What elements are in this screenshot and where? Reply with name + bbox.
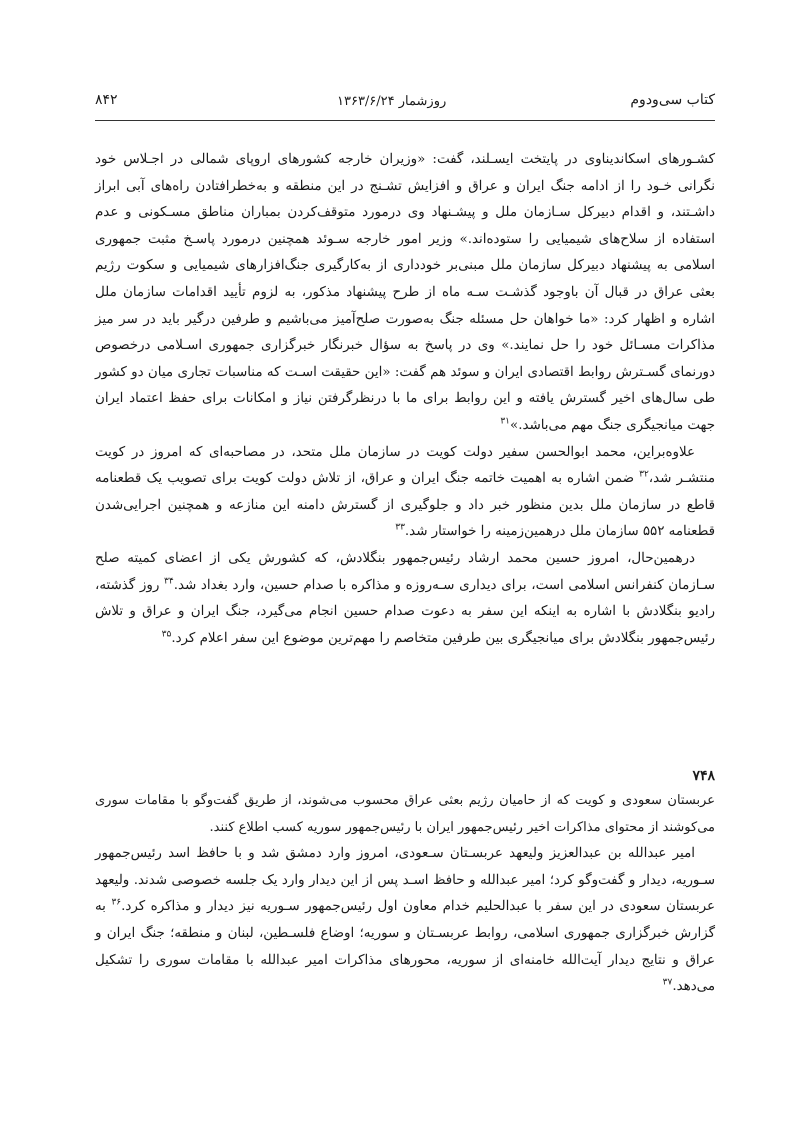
paragraph-text: درهمین‌حال، امروز حسین محمد ارشاد رئیس‌جمهور بنگلادش، که کشورش یکی از اعضای کمیته صلح سـازمان کنفرانس اسلامی است، برای دیداری سـه‌روزه و مذاکره با صدام حسین، وارد بغداد شد.	[95, 550, 715, 593]
paragraph-text: ضمن اشاره به اهمیت خاتمه جنگ ایران و عراق، از تلاش دولت کویت برای تصویب یک قطعنامه قاطع در سازمان ملل بدین منظور خبر داد و جلوگیری از گسترش دامنه این منازعه و همچنین اجرایی‌شدن قطعنامه ۵۵۲ سازمان ملل درهمین‌زمینه را خواستار شد.	[95, 471, 715, 540]
footnote-ref: ۳۲	[639, 469, 649, 480]
paragraph-text: امیر عبدالله بن عبدالعزیز ولیعهد عربسـتان سـعودی، امروز وارد دمشق شد و با حافظ اسد رئیس‌جمهور سـوریه، دیدار و گفت‌وگو کرد؛ امیر عبدالله و حافظ اسـد پس از این دیدار وارد یک جلسه خصوصی شدند. ولیعهد عربستان سعودی در این سفر با عبدالحلیم خدام معاون اول رئیس‌جمهور سـوریه نیز دیدار و مذاکره کرد.	[95, 846, 715, 915]
section-continued	[95, 147, 715, 652]
header-date: روزشمار ۱۳۶۳/۶/۲۴	[337, 94, 447, 109]
paragraph-text: عربستان سعودی و کویت که از حامیان رژیم بعثی عراق محسوب می‌شوند، از طریق گفت‌وگو با مقامات سوری می‌کوشند از محتوای مذاکرات اخیر رئیس‌جمهور ایران با رئیس‌جمهور سوریه کسب اطلاع کنند.	[95, 793, 715, 835]
paragraph-summary	[95, 788, 715, 841]
header-rule	[95, 120, 715, 121]
paragraph	[95, 147, 715, 440]
footnote-ref: ۳۱	[500, 416, 510, 427]
paragraph-text: کشـورهای اسکاندیناوی در پایتخت ایسـلند، گفت: «وزیران خارجه کشورهای اروپای شمالی در اجـلاس خود نگرانی خـود را از ادامه جنگ ایران و عراق و افزایش تشـنج در این منطقه و به‌خطرافتادن راه‌های آبی ابراز داشـتند، و اقدام دبیرکل سـازمان ملل و پیشـنهاد وی درمورد متوقف‌کردن بمباران مناطق مسـکونی و عدم استفاده از سلاح‌های شیمیایی را ستوده‌اند.» وزیر امور خارجه سـوئد همچنین درمورد پاسـخ مثبت جمهوری اسلامی به پیشنهاد دبیرکل سازمان ملل مبنی‌بر خودداری از به‌کارگیری جنگ‌افزارهای شیمیایی و سکوت رژیم بعثی عراق در قبال آن باوجود گذشـت سـه ماه از طرح پیشنهاد مذکور، به لزوم تأیید اقدامات سازمان ملل اشاره و اظهار کرد: «ما خواهان حل مسئله جنگ به‌صورت صلح‌آمیز می‌باشیم و طرفین درگیر باید در سر میز مذاکرات مسـائل خود را حل نمایند.» وی در پاسخ به سؤال خبرنگار خبرگزاری جمهوری اسـلامی درخصوص دورنمای گسـترش روابط اقتصادی ایران و سوئد هم گفت: «این حقیقت اسـت که مناسبات تجاری میان دو کشور طی سال‌های اخیر گسترش یافته و این روابط برای ما با درنظرگرفتن نیاز و امکانات برای حفظ اعتماد ایران جهت میانجیگری جنگ مهم می‌باشد.»	[95, 152, 715, 433]
entry-number: ۷۴۸	[692, 768, 715, 784]
paragraph	[95, 841, 715, 1001]
paragraph-text: علاوه‌براین، محمد ابوالحسن سفیر دولت کویت در سازمان ملل متحد، در مصاحبه‌ای که امروز در کویت منتشـر شد،	[95, 444, 715, 487]
footnote-ref: ۳۳	[395, 522, 405, 533]
paragraph-text: به گزارش خبرگزاری جمهوری اسلامی، روابط عربسـتان و سوریه؛ اوضاع فلسـطین، لبنان و منطقه؛ جنگ ایران و عراق و نتایج دیدار آیت‌الله خامنه‌ای از سوریه، محورهای مذاکرات امیر عبدالله با مقامات سوری را تشکیل می‌دهد.	[95, 899, 715, 995]
page-number: ۸۴۲	[95, 92, 118, 108]
paragraph	[95, 440, 715, 546]
paragraph	[95, 546, 715, 652]
paragraph-text: روز گذشته، رادیو بنگلادش با اشاره به اینکه این سفر به دعوت صدام حسین انجام می‌گیرد، جنگ ایران و عراق و تلاش رئیس‌جمهور بنگلادش برای میانجیگری بین طرفین متخاصم را مهم‌ترین موضوع این سفر اعلام کرد.	[95, 577, 715, 646]
running-header	[95, 90, 715, 116]
footnote-ref: ۳۶	[111, 897, 122, 908]
header-book-title: کتاب سی‌ودوم	[630, 92, 715, 108]
footnote-ref: ۳۵	[161, 629, 172, 640]
footnote-ref: ۳۴	[164, 576, 174, 587]
entry-748	[95, 764, 715, 1001]
footnote-ref: ۳۷	[662, 977, 673, 988]
